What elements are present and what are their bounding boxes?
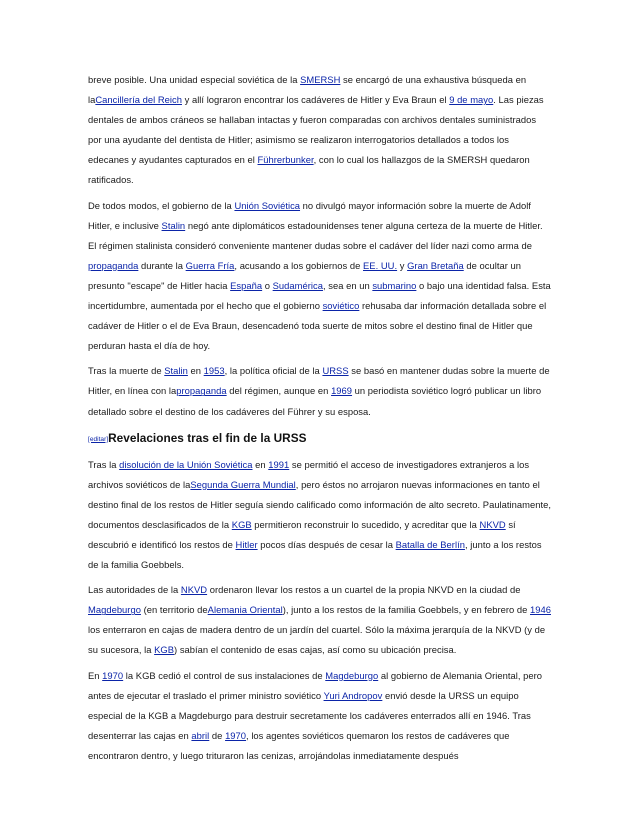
article-link[interactable]: Unión Soviética [234,199,301,211]
paragraph [88,196,552,357]
text-run: , con lo cual los hallazgos de la SMERSH quedaron ratificados. [88,154,533,186]
article-link[interactable]: Gran Bretaña [407,259,464,271]
text-run: pocos días después de cesar la [257,538,396,550]
paragraph [88,666,552,766]
text-run: sí descubrió e identificó los restos de [88,518,519,550]
article-link[interactable]: 1970 [225,729,247,741]
text-run: o bajo una identidad falsa. Esta incertidumbre, aumentada por el hecho que el gobierno [88,279,554,312]
text-run: los enterraron en cajas de madera dentro de un jardín del cuartel. Sólo la máxima jerarquía de la NKVD (y de su sucesora, la [88,604,554,656]
document-page [88,70,552,771]
article-link[interactable]: 1953 [203,365,225,377]
article-link[interactable]: EE. UU. [363,259,398,271]
text-run: ), junto a los restos de la familia Goebbels, y en febrero de [282,604,531,616]
article-link[interactable]: Batalla de Berlín [395,538,465,550]
article-link[interactable]: SMERSH [300,74,341,85]
text-run: Tras la [88,458,120,470]
text-run: durante la [138,259,186,271]
paragraph [88,455,552,576]
article-link[interactable]: Sudamérica [272,279,323,291]
article-link[interactable]: abril [191,729,210,741]
text-run: ) sabían el contenido de esas cajas, así como su ubicación precisa. [174,644,457,656]
text-run: se permitió el acceso de investigadores extranjeros a los archivos soviéticos de la [88,458,532,490]
article-link[interactable]: NKVD [479,518,506,530]
article-link[interactable]: Alemania Oriental [207,604,283,616]
article-link[interactable]: KGB [154,644,175,656]
article-link[interactable]: 1969 [331,385,353,397]
article-link[interactable]: Magdeburgo [325,669,379,681]
text-run: De todos modos, el gobierno de la [88,199,235,211]
text-run: . Las piezas dentales de ambos cráneos se hallaban intactas y fueron comparadas con archivos dentales suministrados por una ayudante del dentista de Hitler; asimismo se realizaron interrogatorios detallados a todos los edecanes y ayudantes capturados en el [88,94,547,166]
article-link[interactable]: NKVD [180,584,208,596]
paragraph [88,361,552,421]
text-run: en [187,365,204,377]
text-run: , pero éstos no arrojaron nuevas informaciones en tanto el destino final de los restos de Hitler seguía siendo calificado como información de alto secreto. Paulatinamente, documentos desclasificados de la [88,478,554,530]
text-run: de [209,729,226,741]
section-title: Revelaciones tras el fin de la URSS [108,430,307,445]
text-run: y [397,259,408,271]
article-link[interactable]: 9 de mayo [449,94,494,106]
article-link[interactable]: soviético [322,300,360,312]
paragraph [88,70,552,191]
text-run: , junto a los restos de la familia Goebbels. [88,538,545,571]
text-run: rehusaba dar información detallada sobre el cadáver de Hitler o el de Eva Braun, desencadenó toda suerte de mitos sobre el destino final de Hitler que perduran hasta el día de hoy. [88,300,549,352]
article-link[interactable]: Yuri Andropov [323,689,383,701]
text-run: ordenaron llevar los restos a un cuartel de la propia NKVD en la ciudad de [207,584,524,596]
article-link[interactable]: Hitler [235,538,258,550]
paragraph [88,580,552,660]
text-run: , acusando a los gobiernos de [234,259,364,271]
article-link[interactable]: Führerbunker [257,154,314,166]
article-link[interactable]: propaganda [88,259,139,271]
text-run: de ocultar un presunto "escape" de Hitler hacia [88,259,524,291]
text-run: negó ante diplomáticos estadounidenses tener alguna certeza de la muerte de Hitler. El régimen stalinista consideró conveniente mantener dudas sobre el cadáver del líder nazi como arma de [88,219,546,251]
article-link[interactable]: URSS [322,365,349,377]
text-run: permitieron reconstruir lo sucedido, y acreditar que la [251,518,480,530]
article-link[interactable]: Segunda Guerra Mundial [190,478,296,490]
text-run: un periodista soviético logró publicar un libro detallado sobre el destino de los cadáveres del Führer y su esposa. [88,385,544,417]
text-run: no divulgó mayor información sobre la muerte de Adolf Hitler, e inclusive [88,199,534,231]
text-run: breve posible. Una unidad especial soviética de la [88,74,301,85]
article-body-before [88,70,552,422]
article-link[interactable]: Stalin [161,219,186,231]
text-run: En [88,669,103,681]
text-run: y allí lograron encontrar los cadáveres de Hitler y Eva Braun el [181,94,450,106]
article-link[interactable]: disolución de la Unión Soviética [119,458,253,470]
article-link[interactable]: España [230,279,263,291]
article-link[interactable]: propaganda [176,385,227,397]
text-run: envió desde la URSS un equipo especial de la KGB a Magdeburgo para destruir secretamente los cadáveres enterrados allí en 1946. Tras desenterrar las cajas en [88,689,534,741]
text-run: , los agentes soviéticos quemaron los restos de cadáveres que encontraron dentro, y luego trituraron las cenizas, arrojándolas inmediatamente después [88,729,513,761]
article-link[interactable]: submarino [372,279,417,291]
article-link[interactable]: KGB [231,518,252,530]
section-heading [88,427,552,451]
article-link[interactable]: Cancillería del Reich [95,94,182,106]
edit-section-link[interactable]: [editar] [88,435,109,443]
text-run: Tras la muerte de [88,365,165,377]
article-link[interactable]: Guerra Fría [185,259,235,271]
article-link[interactable]: Magdeburgo [88,604,141,616]
article-link[interactable]: 1970 [102,669,124,681]
text-run: al gobierno de Alemania Oriental, pero antes de ejecutar el traslado el primer ministro soviético [88,669,545,701]
text-run: , la política oficial de la [224,365,323,377]
text-run: o [262,279,273,291]
text-run: la KGB cedió el control de sus instalaciones de [123,669,326,681]
text-run: se encargó de una exhaustiva búsqueda en la [88,74,529,106]
article-link[interactable]: 1946 [530,604,551,616]
article-link[interactable]: Stalin [164,365,188,377]
text-run: del régimen, aunque en [226,385,332,397]
text-run: se basó en mantener dudas sobre la muerte de Hitler, en línea con la [88,365,553,397]
text-run: en [252,458,269,470]
text-run: Las autoridades de la [88,584,181,596]
article-link[interactable]: 1991 [268,458,290,470]
article-body-after [88,455,552,766]
text-run: (en territorio de [140,604,208,616]
text-run: , sea en un [322,279,373,291]
